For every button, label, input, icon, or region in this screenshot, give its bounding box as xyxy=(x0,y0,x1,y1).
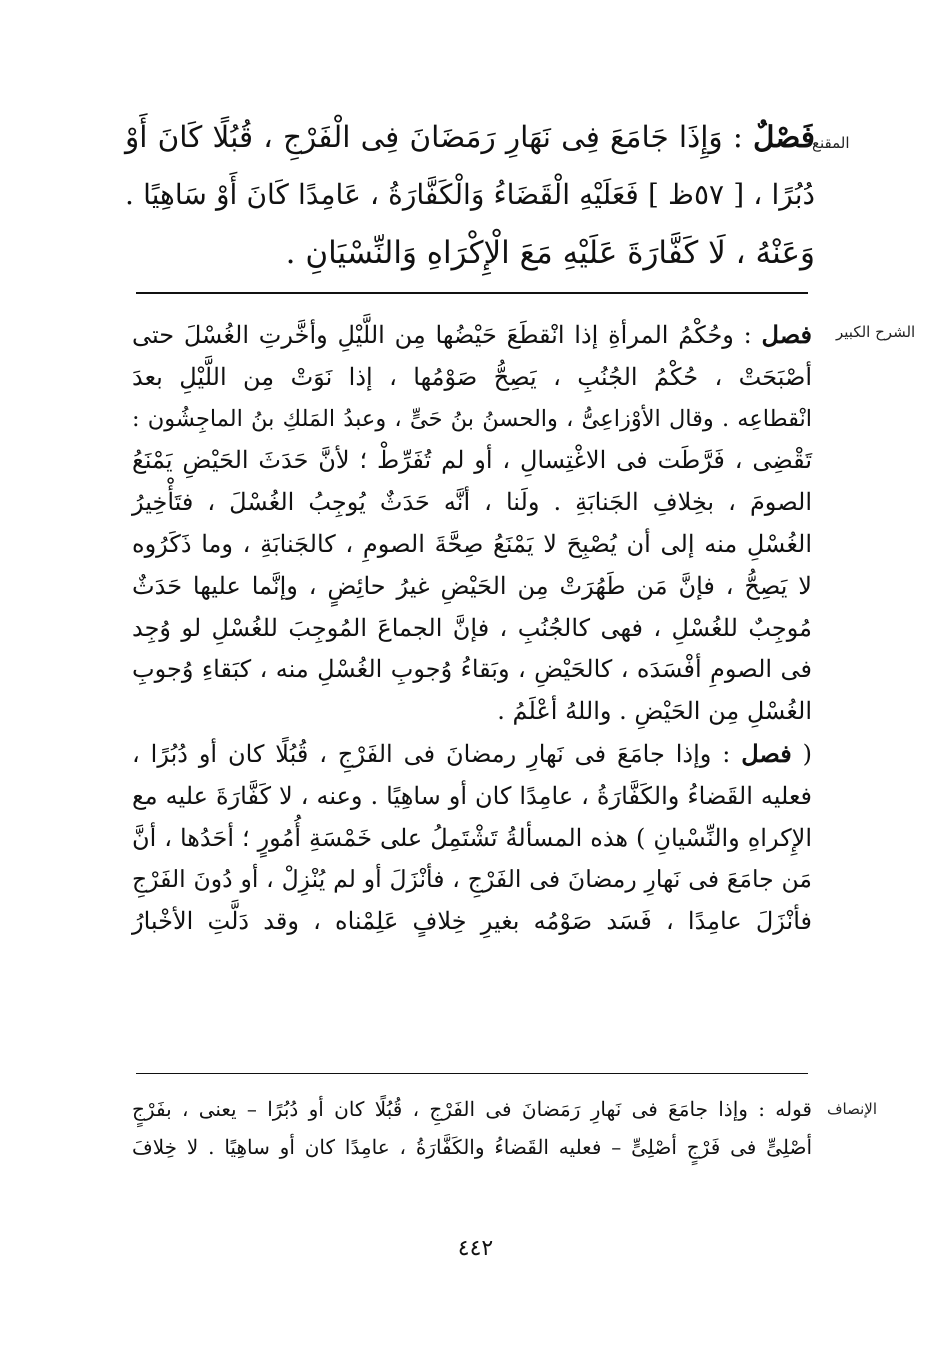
sharh-p1-line-7: لا يَصِحُّ ، فإنَّ مَن طَهُرَتْ مِن الحَيْضِ غيرُ حائِضٍ ، وإنَّما عليها حَدَثٌ xyxy=(132,571,812,600)
muqni-line-1 xyxy=(125,108,815,166)
sharh-p2-open-paren: ( xyxy=(791,739,812,768)
sharh-p1-line-10: الغُسْلِ مِن الحَيْضِ . واللهُ أعْلَمُ . xyxy=(497,697,812,726)
sharh-p2-line-1 xyxy=(132,733,812,776)
muqni-keyword: فَصْلٌ xyxy=(752,119,815,154)
sharh-p2-line-1-text: : وإذا جامَعَ فى نَهارِ رمضانَ فى الفَرْجِ ، قُبُلًا كان أو دُبُرًا ، xyxy=(132,739,742,768)
sharh-p1-line-6: الغُسْلِ منه إلى أن يُصْبِحَ لا يَمْنَعُ صِحَّةَ الصومِ ، كالجَنابَةِ ، وما ذَكَرُوه xyxy=(132,529,812,558)
sharh-p1-keyword: فصل xyxy=(761,320,812,349)
sharh-section xyxy=(132,314,812,943)
muqni-line-2: دُبُرًا ، [ ٥٧ظ ] فَعَلَيْهِ الْقَضَاءُ وَالْكَفَّارَةُ ، عَامِدًا كَانَ أَوْ سَاهِيًا . xyxy=(125,178,815,211)
insaf-label: الإنصاف xyxy=(827,1100,878,1118)
sharh-p1-line-9: فى الصومِ أفْسَدَه ، كالحَيْضِ ، وبَقاءُ وُجوبِ الغُسْلِ منه ، كبَقاءِ وُجوبِ xyxy=(132,655,812,684)
sharh-p2-keyword: فصل xyxy=(741,738,792,768)
section-divider-top xyxy=(136,292,808,294)
insaf-section xyxy=(132,1090,812,1166)
muqni-line-3: وَعَنْهُ ، لَا كَفَّارَةَ عَلَيْهِ مَعَ الْإِكْرَاهِ وَالنِّسْيَانِ . xyxy=(285,235,815,271)
page-number: ٤٤٢ xyxy=(457,1236,494,1261)
sharh-p2-line-3: الإِكراهِ والنِّسْيانِ ) هذه المسألةُ تَشْتَمِلُ على خَمْسَةِ أُمُورٍ ؛ أحَدُها ، أنَّ xyxy=(132,823,812,852)
sharh-p1-line-8: مُوجِبٌ للغُسْلِ ، فهى كالجُنُبِ ، فإنَّ الجماعَ المُوجِبَ للغُسْلِ لو وُجِد xyxy=(132,613,812,642)
muqni-line-1-text: : وَإِذَا جَامَعَ فِى نَهَارِ رَمَضَانَ فِى الْفَرْجِ ، قُبُلًا كَانَ أَوْ xyxy=(125,120,753,154)
sharh-label: الشرح الكبير xyxy=(836,323,916,341)
sharh-p1-line-3: انْقطاعِه . وقال الأوْزاعِىُّ ، والحسنُ بنُ حَىٍّ ، وعبدُ المَلكِ بنُ الماجِشُون : xyxy=(132,405,812,432)
sharh-p1-line-4: تَقْضِى ، فَرَّطَت فى الاغْتِسالِ ، أو لم تُفَرِّطْ ؛ لأنَّ حَدَثَ الحَيْضِ يَمْنَعُ xyxy=(132,446,812,475)
insaf-line-2: أصْلِىٍّ فى فَرْجٍ أصْلِىٍّ – فعليه القَضاءُ والكَفَّارَةُ ، عامِدًا كان أو ساهِيًا . لا خِلافَ xyxy=(132,1135,812,1159)
sharh-p2-line-4: مَن جامَعَ فى نَهارِ رمضانَ فى الفَرْجِ ، فأنْزَلَ أو لم يُنْزِلْ ، أو دُونَ الفَرْجِ xyxy=(132,865,812,894)
sharh-p1-line-1 xyxy=(132,314,812,357)
sharh-p2-line-2: فعليه القَضاءُ والكَفَّارَةُ ، عامِدًا كان أو ساهِيًا . وعنه ، لا كَفَّارَةَ عليه مع xyxy=(132,781,812,810)
sharh-p2-line-5: فأنْزَلَ عامِدًا ، فَسَد صَوْمُه بغيرِ خِلافٍ عَلِمْناه ، وقد دَلَّتِ الأخْبارُ xyxy=(132,907,812,936)
sharh-p1-line-2: أصْبَحَتْ ، حُكْمُ الجُنُبِ ، يَصِحُّ صَوْمُها ، إذا نَوَتْ مِن اللَّيْلِ بعدَ xyxy=(132,362,812,391)
sharh-p1-line-1-text: : وحُكْمُ المرأةِ إذا انْقطَعَ حَيْضُها مِن اللَّيْلِ وأخَّرتِ الغُسْلَ حتى xyxy=(132,321,762,349)
section-divider-bottom xyxy=(136,1073,808,1074)
sharh-p1-line-5: الصومَ ، بخِلافِ الجَنابَةِ . ولَنا ، أنَّه حَدَثٌ يُوجِبُ الغُسْلَ ، فتَأْخِيرُ xyxy=(132,488,812,517)
muqni-label: المقنع xyxy=(812,134,850,152)
muqni-section xyxy=(125,108,815,282)
insaf-line-1: قوله : وإذا جامَعَ فى نَهارِ رَمَضانَ فى الفَرْجِ ، قُبُلًا كان أو دُبُرًا – يعنى ، بفَرْجٍ xyxy=(132,1097,812,1121)
